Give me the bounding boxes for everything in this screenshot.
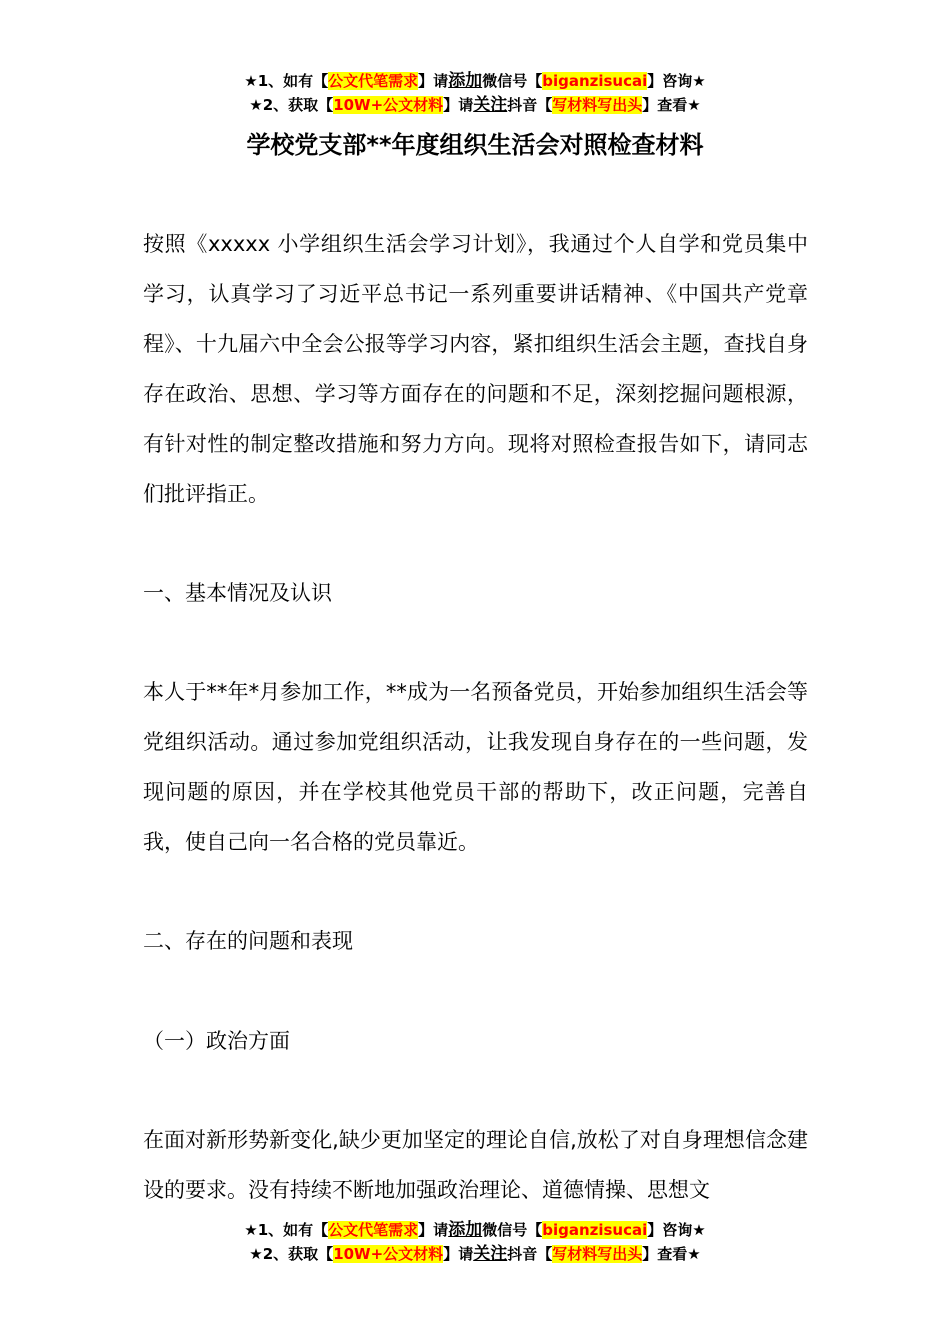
- highlight-wechat-id: biganzisucai: [542, 1221, 648, 1239]
- intro-paragraph: 按照《xxxxx 小学组织生活会学习计划》，我通过个人自学和党员集中学习，认真学习了习近平总书记一系列重要讲话精神、《中国共产党章程》、十九届六中全会公报等学习内容，紧扣组织生活会主题，查找自身存在政治、思想、学习等方面存在的问题和不足，深刻挖掘问题根源，有针对性的制定整改措施和努力方向。现将对照检查报告如下，请同志们批评指正。: [143, 232, 808, 506]
- bottom-banner-line-1: [0, 1219, 950, 1241]
- star-icon: ★: [244, 1221, 258, 1239]
- banner-emphasis: 添加: [448, 1220, 483, 1240]
- star-icon: ★: [692, 1221, 706, 1239]
- banner-text: 抖音【: [507, 1245, 553, 1263]
- star-icon: ★: [244, 72, 258, 90]
- highlight-materials: 10W+公文材料: [333, 1245, 444, 1263]
- banner-text: 】请: [443, 96, 474, 114]
- highlight-materials: 10W+公文材料: [333, 96, 444, 114]
- highlight-wechat-id: biganzisucai: [542, 72, 648, 90]
- bottom-banner-line-2: [0, 1243, 950, 1265]
- star-icon: ★: [692, 72, 706, 90]
- banner-emphasis: 关注: [473, 1244, 508, 1264]
- highlight-service: 公文代笔需求: [328, 1221, 419, 1239]
- banner-text: 抖音【: [507, 96, 553, 114]
- banner-text: 】请: [443, 1245, 474, 1263]
- document-title: 学校党支部**年度组织生活会对照检查材料: [246, 131, 704, 159]
- banner-text: 1、如有【: [257, 1221, 329, 1239]
- section-1-paragraph: 本人于**年*月参加工作，**成为一名预备党员，开始参加组织生活会等党组织活动。通过参加党组织活动，让我发现自身存在的一些问题，发现问题的原因，并在学校其他党员干部的帮助下，改正问题，完善自我，使自己向一名合格的党员靠近。: [143, 680, 808, 854]
- star-icon: ★: [687, 1245, 701, 1263]
- highlight-service: 公文代笔需求: [328, 72, 419, 90]
- banner-text: 】咨询: [647, 72, 693, 90]
- banner-text: 】查看: [642, 96, 688, 114]
- highlight-douyin-id: 写材料写出头: [552, 96, 643, 114]
- top-banner-line-1: [0, 70, 950, 92]
- banner-text: 】查看: [642, 1245, 688, 1263]
- subsection-1-heading: （一）政治方面: [143, 1029, 290, 1053]
- top-banner-line-2: [0, 94, 950, 116]
- star-icon: ★: [249, 1245, 263, 1263]
- star-icon: ★: [687, 96, 701, 114]
- section-1-heading: 一、基本情况及认识: [143, 581, 332, 605]
- banner-text: 微信号【: [482, 1221, 543, 1239]
- banner-text: 】咨询: [647, 1221, 693, 1239]
- banner-text: 2、获取【: [262, 96, 334, 114]
- banner-emphasis: 添加: [448, 71, 483, 91]
- subsection-1-paragraph: 在面对新形势新变化,缺少更加坚定的理论自信,放松了对自身理想信念建设的要求。没有持续不断地加强政治理论、道德情操、思想文: [143, 1128, 808, 1202]
- section-2-heading: 二、存在的问题和表现: [143, 929, 353, 953]
- banner-text: 2、获取【: [262, 1245, 334, 1263]
- highlight-douyin-id: 写材料写出头: [552, 1245, 643, 1263]
- star-icon: ★: [249, 96, 263, 114]
- banner-text: 】请: [418, 72, 449, 90]
- banner-emphasis: 关注: [473, 95, 508, 115]
- banner-text: 1、如有【: [257, 72, 329, 90]
- banner-text: 】请: [418, 1221, 449, 1239]
- banner-text: 微信号【: [482, 72, 543, 90]
